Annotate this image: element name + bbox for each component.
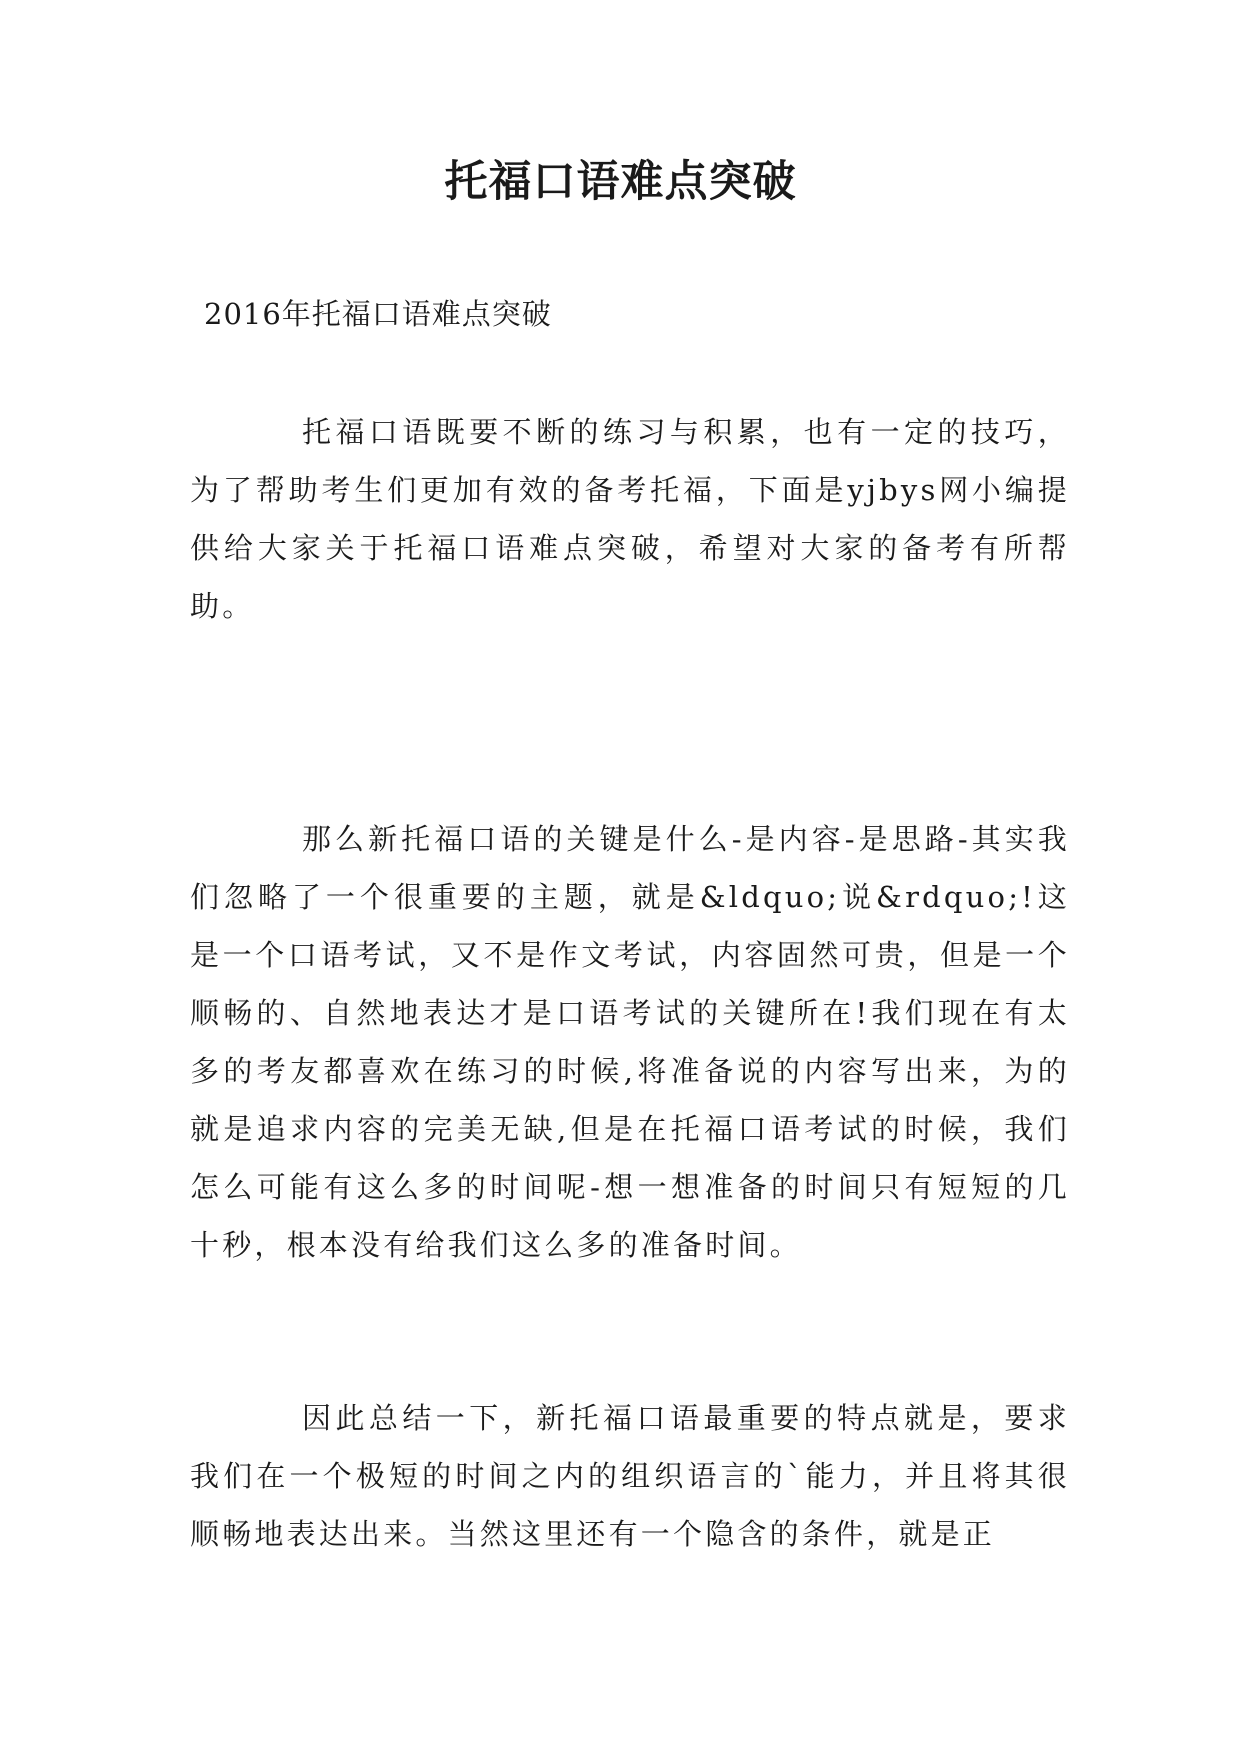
paragraph-intro: 托福口语既要不断的练习与积累，也有一定的技巧，为了帮助考生们更加有效的备考托福，下面是yjbys网小编提供给大家关于托福口语难点突破，希望对大家的备考有所帮助。 [190, 415, 1070, 623]
paragraph-key-point: 那么新托福口语的关键是什么-是内容-是思路-其实我们忽略了一个很重要的主题，就是&ldquo;说&rdquo;!这是一个口语考试，又不是作文考试，内容固然可贵，但是一个顺畅的、自然地表达才是口语考试的关键所在!我们现在有太多的考友都喜欢在练习的时候,将准备说的内容写出来，为的就是追求内容的完美无缺,但是在托福口语考试的时候，我们怎么可能有这么多的时间呢-想一想准备的时间只有短短的几十秒，根本没有给我们这么多的准备时间。 [190, 822, 1070, 1262]
document-title: 托福口语难点突破 [444, 157, 797, 207]
paragraph-summary: 因此总结一下，新托福口语最重要的特点就是，要求我们在一个极短的时间之内的组织语言的`能力，并且将其很顺畅地表达出来。当然这里还有一个隐含的条件，就是正 [190, 1401, 1070, 1551]
document-subtitle: 2016年托福口语难点突破 [204, 297, 552, 331]
